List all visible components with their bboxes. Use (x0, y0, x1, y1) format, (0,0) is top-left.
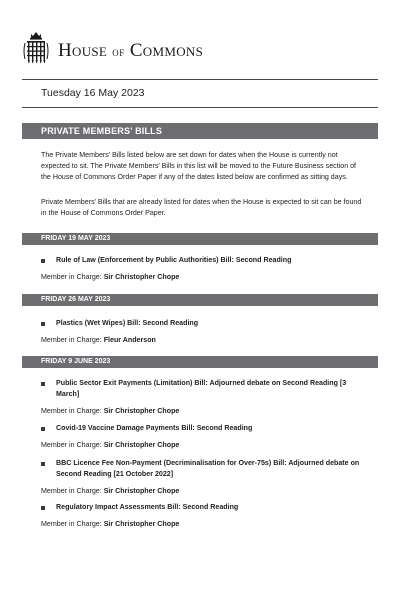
member-name: Sir Christopher Chope (103, 441, 180, 449)
wordmark-of: of (112, 44, 125, 59)
bill-title: Public Sector Exit Payments (Limitation) Bill: Adjourned debate on Second Reading [3 March] (56, 379, 347, 398)
bullet-icon (41, 462, 45, 466)
masthead (22, 31, 382, 65)
bill-item (41, 458, 366, 497)
bullet-icon (41, 322, 45, 326)
bill-item (41, 423, 366, 451)
member-name: Sir Christopher Chope (103, 520, 180, 528)
bill-title: BBC Licence Fee Non-Payment (Decriminalisation for Over-75s) Bill: Adjourned debate on Second Reading [21 October 2022] (56, 459, 360, 478)
member-name: Fleur Anderson (103, 336, 156, 344)
wordmark-commons: Commons (129, 40, 204, 61)
member-label: Member in Charge: (41, 441, 102, 449)
member-label: Member in Charge: (41, 336, 102, 344)
member-label: Member in Charge: (41, 407, 102, 415)
bullet-icon (41, 506, 45, 510)
member-label: Member in Charge: (41, 487, 102, 495)
member-label: Member in Charge: (41, 520, 102, 528)
bill-item (41, 378, 366, 417)
bullet-icon (41, 427, 45, 431)
member-name: Sir Christopher Chope (103, 487, 180, 495)
day-header-9-june: FRIDAY 9 JUNE 2023 (22, 356, 378, 368)
member-name: Sir Christopher Chope (103, 407, 180, 415)
bill-title: Plastics (Wet Wipes) Bill: Second Reading (56, 319, 199, 327)
bill-item (41, 255, 366, 283)
day-header-19-may: FRIDAY 19 MAY 2023 (22, 233, 378, 245)
bullet-icon (41, 259, 45, 263)
member-name: Sir Christopher Chope (103, 273, 180, 281)
date-divider (22, 107, 378, 108)
section-title: PRIVATE MEMBERS’ BILLS (22, 123, 378, 139)
intro-paragraph-2: Private Members’ Bills that are already listed for dates when the House is expected to sit can be found in the House of Commons Order Paper. (41, 198, 362, 218)
portcullis-icon (22, 31, 50, 65)
house-of-commons-wordmark (58, 40, 203, 62)
member-label: Member in Charge: (41, 273, 102, 281)
wordmark-house: House (58, 40, 108, 61)
day-header-26-may: FRIDAY 26 MAY 2023 (22, 294, 378, 306)
intro-paragraph-1: The Private Members’ Bills listed below are set down for dates when the House is currently not expected to sit. The Private Members’ Bills in this list will be moved to the Future Business section of the House of Commons Order Paper if any of the dates listed below are confirmed as sitting days. (41, 151, 357, 182)
bill-title: Covid-19 Vaccine Damage Payments Bill: Second Reading (56, 424, 253, 432)
bill-item (41, 502, 366, 530)
bill-title: Regulatory Impact Assessments Bill: Second Reading (56, 503, 239, 511)
bill-title: Rule of Law (Enforcement by Public Authorities) Bill: Second Reading (56, 256, 292, 264)
top-divider (22, 79, 378, 80)
bill-item (41, 318, 366, 346)
paper-date: Tuesday 16 May 2023 (41, 87, 145, 99)
bullet-icon (41, 382, 45, 386)
